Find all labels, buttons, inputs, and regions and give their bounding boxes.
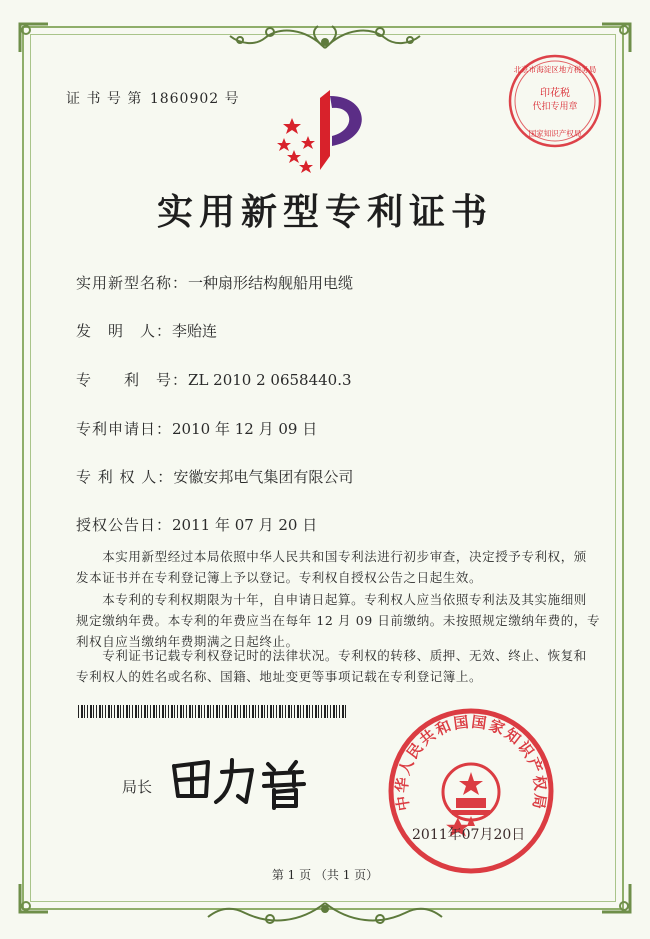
field-utility-model-name [76, 272, 353, 293]
corner-ornament-icon [16, 880, 52, 916]
seal-arc-text: 中华人民共和国国家知识产权局 [392, 712, 550, 813]
director-signature [168, 752, 318, 812]
director-label: 局长 [122, 778, 153, 796]
barcode-icon [78, 705, 348, 718]
state-ip-office-seal [386, 706, 556, 876]
tax-stamp-bottom-text: 国家知识产权局 [528, 129, 582, 138]
paragraph-line: 专利证书记载专利权登记时的法律状况。专利权的转移、质押、无效、终止、恢复和 [76, 648, 587, 663]
paragraph-line: 发本证书并在专利登记簿上予以登记。专利权自授权公告之日起生效。 [76, 570, 483, 585]
certificate-title: 实用新型专利证书 [156, 191, 493, 233]
tax-stamp-arc-text: 北京市海淀区地方税务局 [513, 65, 597, 74]
paragraph-line: 规定缴纳年费。本专利的年费应当在每年 12 月 09 日前缴纳。未按照规定缴纳年费的，专 [76, 613, 601, 628]
patent-office-logo-icon [270, 86, 380, 176]
field-application-date [76, 418, 317, 439]
tax-stamp-inner-line-2: 代扣专用章 [532, 102, 578, 112]
field-label: 专利申请日： [76, 420, 173, 438]
corner-ornament-icon [16, 20, 52, 56]
certificate-number-value: 1860902 [149, 91, 220, 107]
top-ornament-icon [210, 18, 440, 58]
paragraph-grant-notice [76, 546, 587, 588]
paragraph-line: 本实用新型经过本局依照中华人民共和国专利法进行初步审查，决定授予专利权，颁 [76, 549, 587, 564]
field-value: ZL 2010 2 0658440.3 [188, 371, 352, 389]
field-patent-number [76, 369, 352, 390]
corner-ornament-icon [598, 20, 634, 56]
certificate-number-suffix: 号 [224, 91, 240, 107]
field-label: 发 明 人： [76, 322, 173, 340]
paragraph-line: 利权自应当缴纳年费期满之日起终止。 [76, 634, 299, 649]
paragraph-legal-status [76, 645, 587, 687]
paragraph-term-and-fees [76, 589, 601, 652]
certificate-number-label: 证 书 号 第 [66, 91, 143, 107]
svg-text:中华人民共和国国家知识产权局 [393, 713, 550, 812]
field-inventor [76, 320, 217, 341]
paragraph-line: 本专利的专利权期限为十年，自申请日起算。专利权人应当依照专利法及其实施细则 [76, 592, 587, 607]
field-value: 安徽安邦电气集团有限公司 [173, 468, 354, 486]
field-grant-date [76, 514, 317, 535]
tax-stamp-seal [506, 52, 604, 150]
seal-date: 2011年07月20日 [412, 827, 526, 843]
field-value: 2010 年 12 月 09 日 [172, 420, 318, 438]
field-value: 一种扇形结构舰船用电缆 [188, 274, 354, 292]
corner-ornament-icon [598, 880, 634, 916]
field-label: 实用新型名称： [76, 274, 189, 292]
certificate-number [66, 88, 240, 108]
field-patentee [76, 466, 353, 487]
paragraph-line: 专利权人的姓名或名称、国籍、地址变更等事项记载在专利登记簿上。 [76, 669, 483, 684]
field-label: 专 利 权 人： [76, 468, 174, 486]
tax-stamp-inner-line-1: 印花税 [540, 88, 570, 99]
field-label: 授权公告日： [76, 516, 173, 534]
field-label: 专 利 号： [76, 371, 189, 389]
field-value: 李贻连 [172, 322, 218, 340]
field-value: 2011 年 07 月 20 日 [172, 516, 318, 534]
page-number: 第 1 页 （共 1 页） [271, 868, 379, 882]
bottom-ornament-icon [200, 895, 450, 931]
